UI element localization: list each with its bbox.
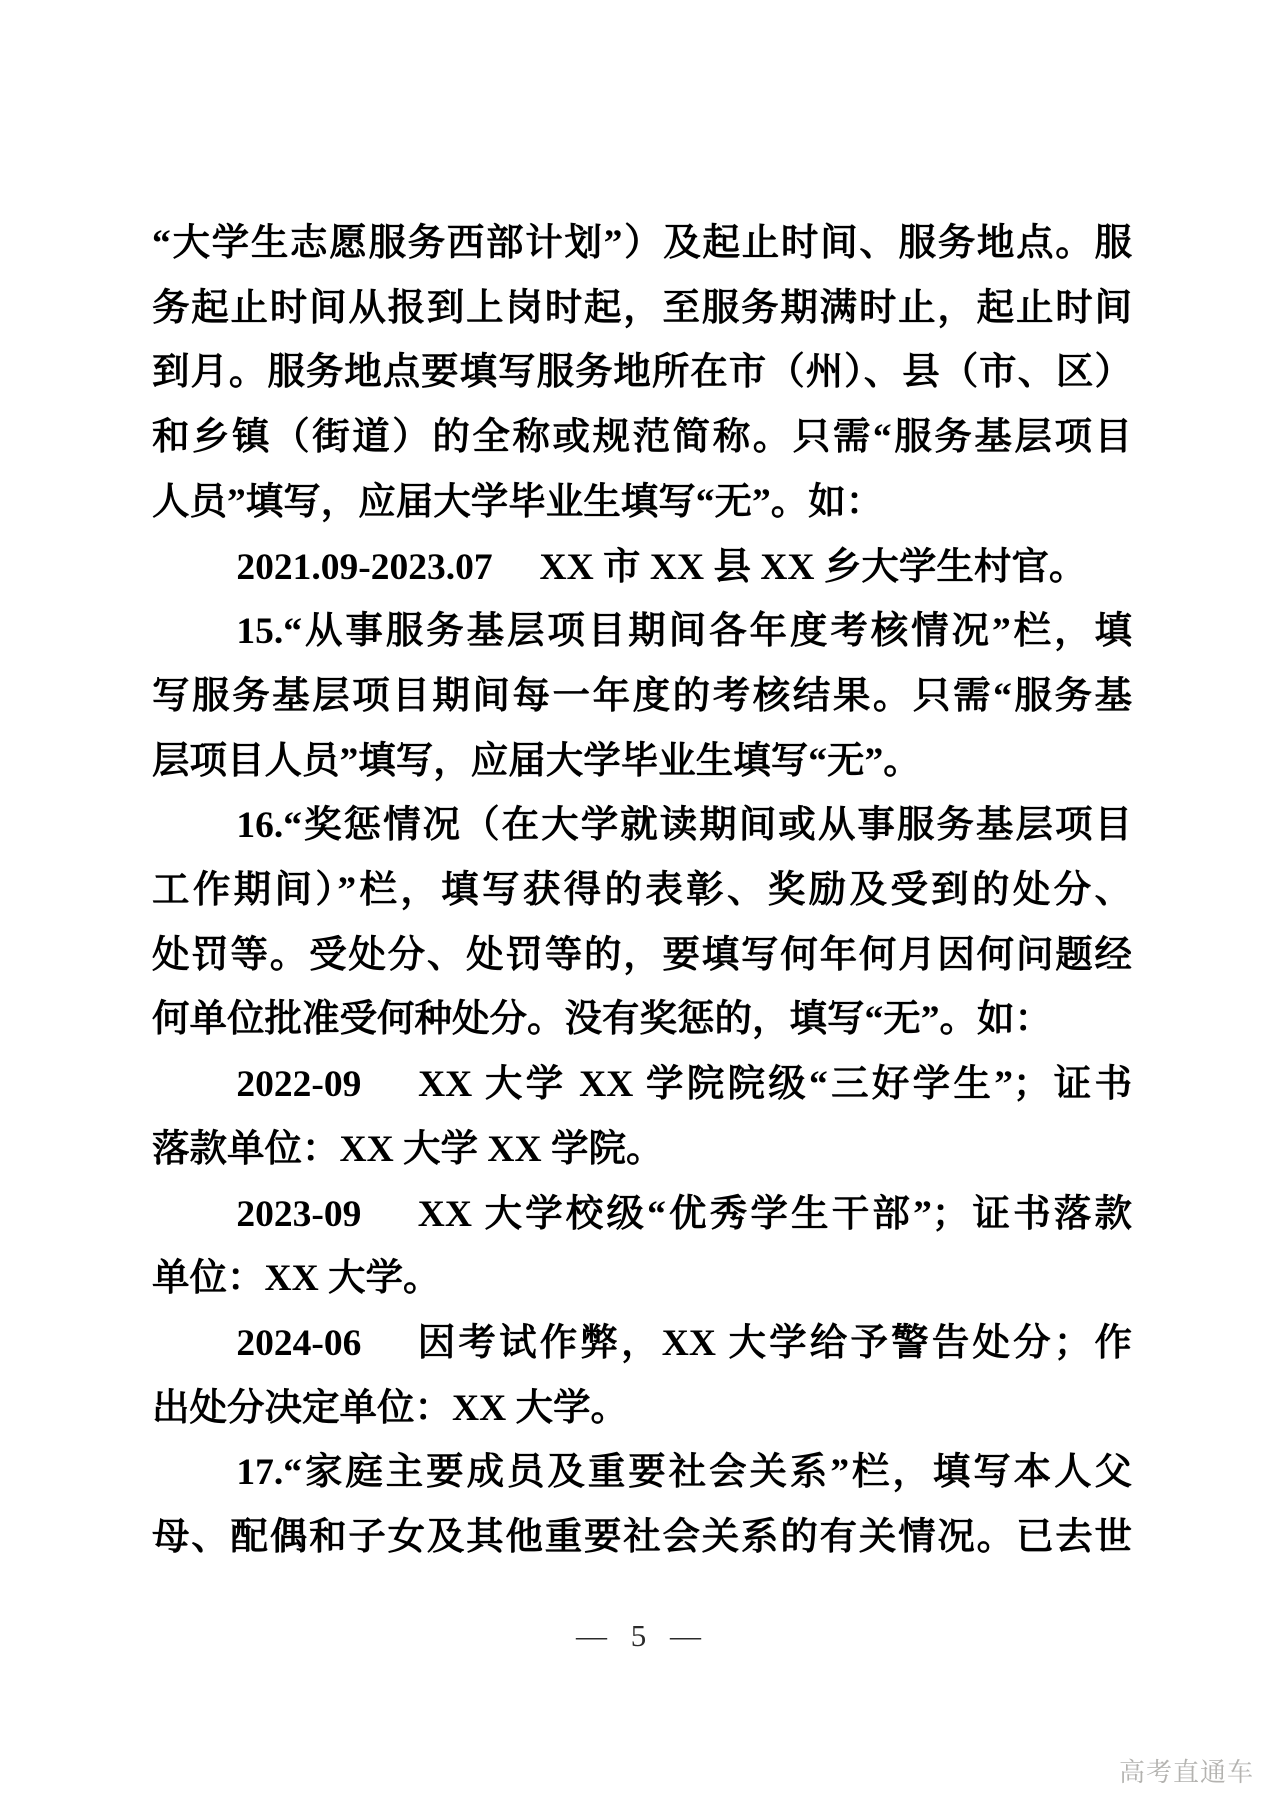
text-line: 和乡镇（街道）的全称或规范简称。只需“服务基层项目 — [152, 417, 1132, 459]
text-line: 写服务基层项目期间每一年度的考核结果。只需“服务基 — [152, 675, 1132, 717]
text-line: 落款单位：XX 大学 XX 学院。 — [152, 1128, 664, 1170]
text-line: 工作期间）”栏，填写获得的表彰、奖励及受到的处分、 — [152, 870, 1132, 912]
text-line: 何单位批准受何种处分。没有奖惩的，填写“无”。如： — [152, 999, 1052, 1041]
text-line: 2021.09-2023.07 XX 市 XX 县 XX 乡大学生村官。 — [236, 546, 1087, 588]
text-line: 2024-06 因考试作弊，XX 大学给予警告处分；作 — [236, 1322, 1132, 1364]
text-line: “大学生志愿服务西部计划”）及起止时间、服务地点。服 — [152, 223, 1132, 264]
page-number: — 5 — — [576, 1618, 704, 1653]
text-line: 出处分决定单位：XX 大学。 — [152, 1387, 629, 1429]
watermark-brand: 高考直通车 — [1118, 1757, 1254, 1787]
text-line: 单位：XX 大学。 — [152, 1258, 441, 1300]
text-line: 人员”填写，应届大学毕业生填写“无”。如： — [152, 481, 884, 523]
text-line: 层项目人员”填写，应届大学毕业生填写“无”。 — [152, 740, 921, 782]
text-line: 15.“从事服务基层项目期间各年度考核情况”栏，填 — [236, 611, 1132, 653]
text-line: 16.“奖惩情况（在大学就读期间或从事服务基层项目 — [236, 805, 1132, 847]
text-line: 2023-09 XX 大学校级“优秀学生干部”；证书落款 — [236, 1193, 1132, 1235]
text-line: 务起止时间从报到上岗时起，至服务期满时止，起止时间 — [152, 287, 1132, 329]
text-line: 2022-09 XX 大学 XX 学院院级“三好学生”；证书 — [236, 1064, 1132, 1106]
text-line: 到月。服务地点要填写服务地所在市（州）、县（市、区） — [152, 352, 1132, 394]
text-line: 处罚等。受处分、处罚等的，要填写何年何月因何问题经 — [152, 934, 1132, 976]
text-line: 母、配偶和子女及其他重要社会关系的有关情况。已去世 — [152, 1517, 1132, 1559]
document-body — [152, 212, 1132, 1571]
text-line: 17.“家庭主要成员及重要社会关系”栏，填写本人父 — [236, 1452, 1132, 1494]
